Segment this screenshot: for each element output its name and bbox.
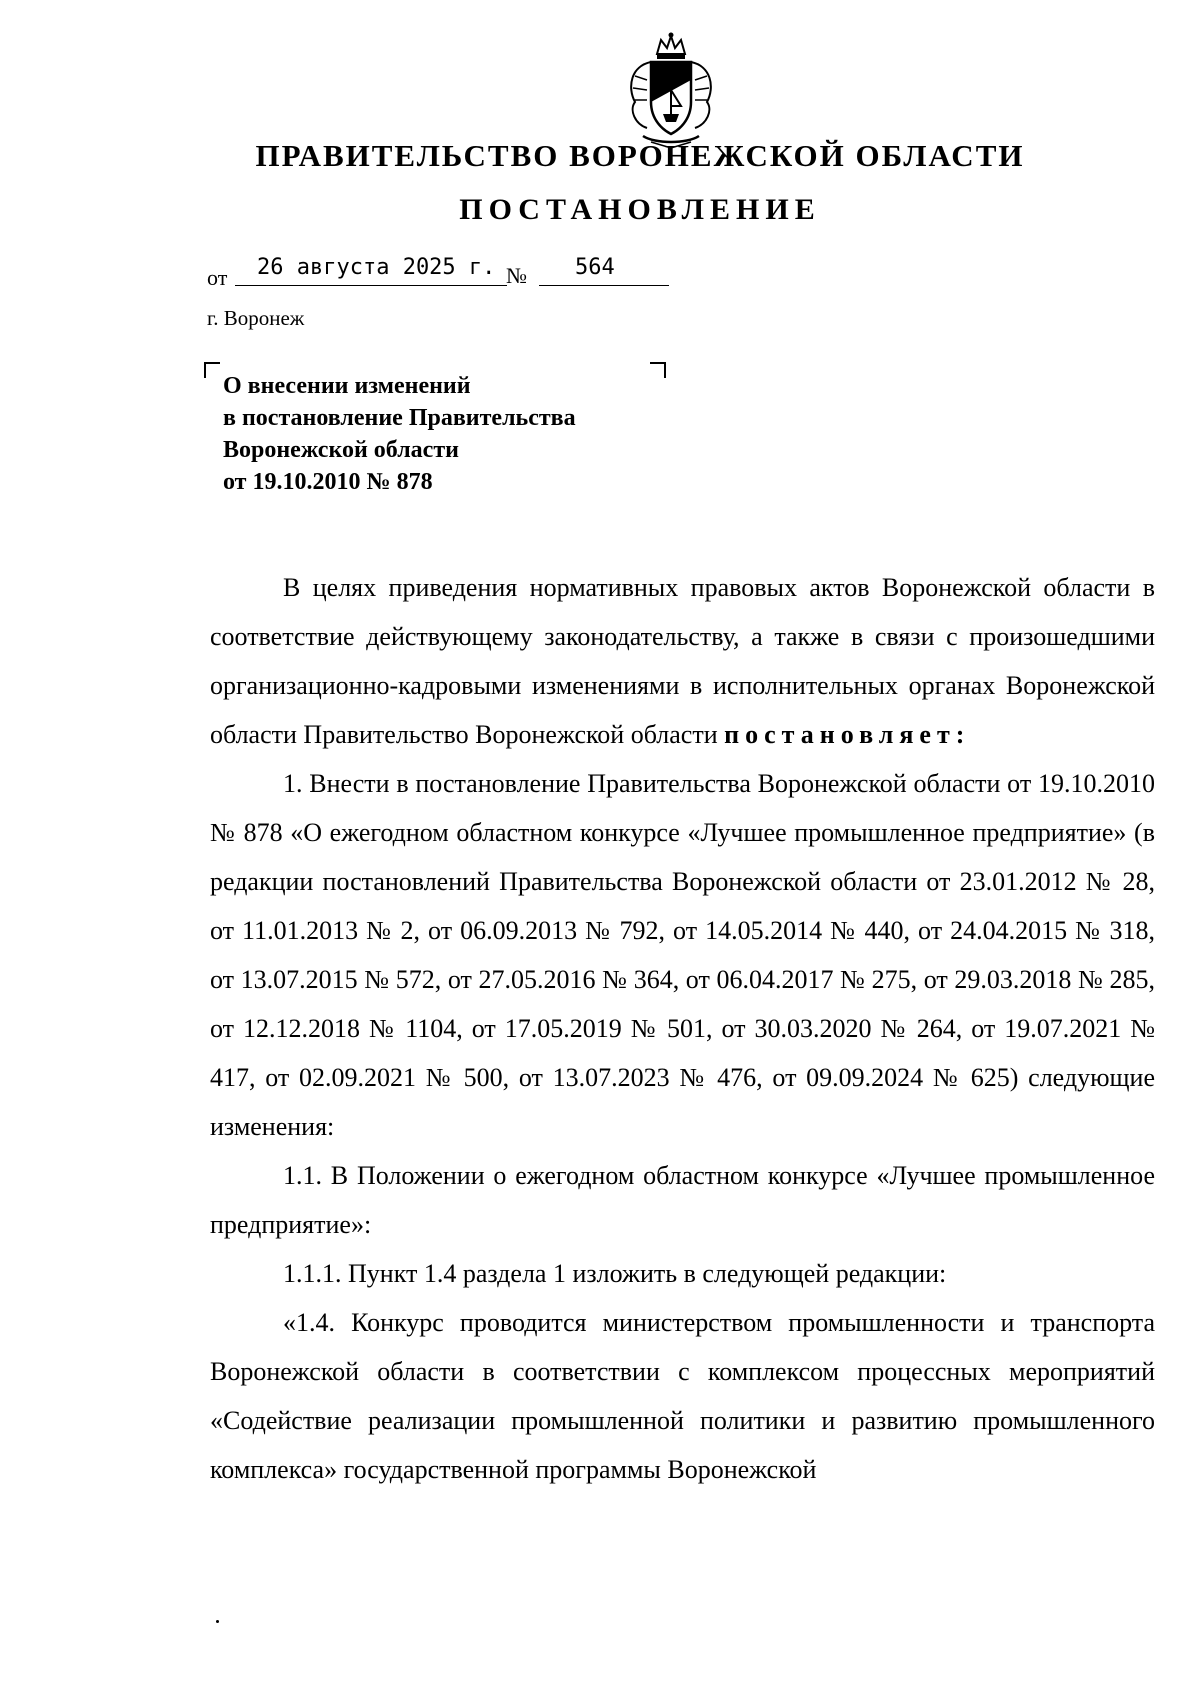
subject-line: Воронежской области	[223, 437, 459, 463]
scan-speck	[216, 1620, 219, 1623]
preamble-paragraph	[210, 563, 1155, 759]
number-underline	[539, 285, 669, 286]
item-1-1-1-paragraph: 1.1.1. Пункт 1.4 раздела 1 изложить в следующей редакции:	[283, 1259, 947, 1288]
subject-line: от 19.10.2010 № 878	[223, 469, 433, 495]
quoted-clause-paragraph: «1.4. Конкурс проводится министерством промышленности и транспорта Воронежской области в соответствии с комплексом процессных мероприятий «Содействие реализации промышленной политики и развитию промышленного комплекса» государственной программы Воронежской	[210, 1308, 1155, 1484]
document-type-title: ПОСТАНОВЛЕНИЕ	[459, 193, 821, 226]
preamble-text: В целях приведения нормативных правовых актов Воронежской области в соответствие действующему законодательству, а также в связи с произошедшими организационно-кадровыми изменениями в исполнительных органах Воронежской области Правительство Воронежской области	[210, 573, 1155, 749]
number-prefix: №	[506, 263, 527, 288]
document-subject	[223, 370, 683, 498]
date-underline	[235, 285, 507, 286]
date-number-row	[207, 255, 687, 289]
date-prefix: от	[207, 265, 228, 290]
document-date: 26 августа 2025 г.	[257, 255, 496, 280]
voronezh-coat-of-arms-icon	[621, 32, 721, 150]
item-1-paragraph: 1. Внести в постановление Правительства Воронежской области от 19.10.2010 № 878 «О ежегодном областном конкурсе «Лучшее промышленное предприятие» (в редакции постановлений Правительства Воронежской области от 23.01.2012 № 28, от 11.01.2013 № 2, от 06.09.2013 № 792, от 14.05.2014 № 440, от 24.04.2015 № 318, от 13.07.2015 № 572, от 27.05.2016 № 364, от 06.04.2017 № 275, от 29.03.2018 № 285, от 12.12.2018 № 1104, от 17.05.2019 № 501, от 30.03.2020 № 264, от 19.07.2021 № 417, от 02.09.2021 № 500, от 13.07.2023 № 476, от 09.09.2024 № 625) следующие изменения:	[210, 769, 1155, 1141]
government-title: ПРАВИТЕЛЬСТВО ВОРОНЕЖСКОЙ ОБЛАСТИ	[255, 138, 1025, 173]
city-label: г. Воронеж	[207, 306, 305, 330]
document-body	[210, 563, 1155, 1494]
item-1-1-paragraph: 1.1. В Положении о ежегодном областном конкурсе «Лучшее промышленное предприятие»:	[210, 1161, 1155, 1239]
subject-line: О внесении изменений	[223, 373, 471, 399]
subject-line: в постановление Правительства	[223, 405, 576, 431]
subject-corner-left	[204, 362, 220, 378]
document-number: 564	[575, 255, 615, 280]
resolves-keyword: постановляет:	[724, 720, 971, 749]
